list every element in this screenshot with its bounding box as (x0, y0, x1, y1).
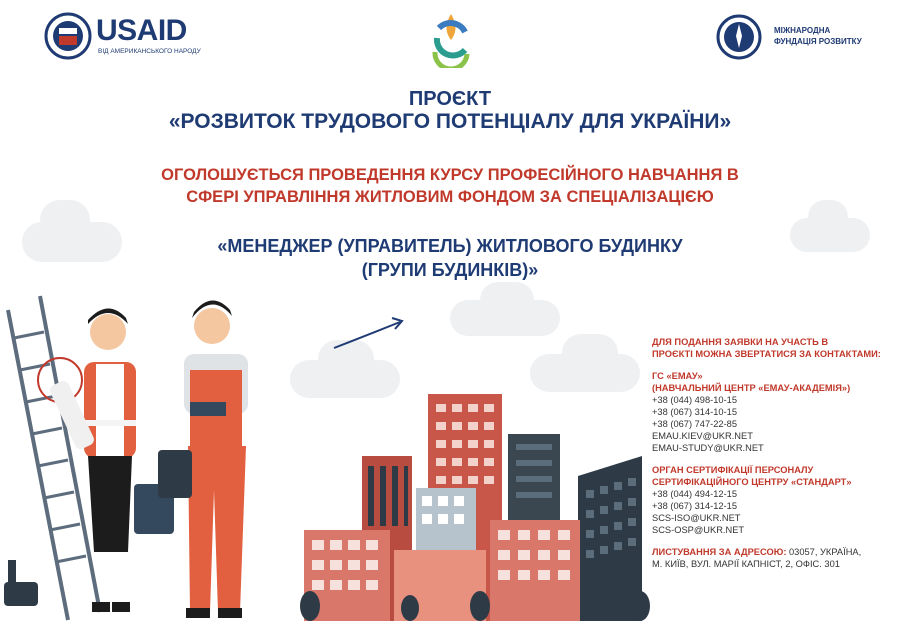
announcement-line2: СФЕРІ УПРАВЛІННЯ ЖИТЛОВИМ ФОНДОМ ЗА СПЕЦІАЛІЗАЦІЄЮ (186, 188, 714, 206)
org2-subtitle: СЕРТИФІКАЦІЙНОГО ЦЕНТРУ «СТАНДАРТ» (652, 477, 852, 487)
contacts-intro-line2: ПРОЄКТІ МОЖНА ЗВЕРТАТИСЯ ЗА КОНТАКТАМИ: (652, 349, 881, 359)
org1-name: ГС «ЕМАУ» (652, 371, 703, 381)
usaid-logo (44, 12, 214, 62)
ladder-icon (8, 296, 100, 620)
contacts-panel (652, 336, 900, 570)
partner-name-line1: МІЖНАРОДНА (774, 26, 831, 35)
cloud-decoration (480, 282, 534, 318)
city-buildings-illustration (290, 380, 660, 621)
drill-icon (4, 560, 38, 606)
org2-name: ОРГАН СЕРТИФІКАЦІЇ ПЕРСОНАЛУ (652, 465, 814, 475)
usaid-tagline: ВІД АМЕРИКАНСЬКОГО НАРОДУ (98, 48, 201, 55)
trend-arrow-icon (330, 314, 410, 354)
address-label: ЛИСТУВАННЯ ЗА АДРЕСОЮ: (652, 547, 787, 557)
workers-illustration (0, 290, 300, 621)
man-worker-figure (158, 300, 248, 618)
specialization-line1: «МЕНЕДЖЕР (УПРАВИТЕЛЬ) ЖИТЛОВОГО БУДИНКУ (217, 236, 683, 256)
org2-phone-1: +38 (044) 494-12-15 (652, 489, 738, 499)
org1-subtitle: (НАВЧАЛЬНИЙ ЦЕНТР «ЕМАУ-АКАДЕМІЯ») (652, 383, 851, 393)
project-title: «РОЗВИТОК ТРУДОВОГО ПОТЕНЦІАЛУ ДЛЯ УКРАЇНИ» (168, 110, 732, 133)
org2-phone-2: +38 (067) 314-12-15 (652, 501, 738, 511)
contacts-intro-line1: ДЛЯ ПОДАННЯ ЗАЯВКИ НА УЧАСТЬ В (652, 337, 829, 347)
org2-email-2[interactable]: SCS-OSP@UKR.NET (652, 525, 745, 535)
org1-email-2[interactable]: EMAU-STUDY@UKR.NET (652, 443, 764, 453)
org1-phone-2: +38 (067) 314-10-15 (652, 407, 738, 417)
usaid-wordmark: USAID (96, 14, 187, 47)
org1-phone-3: +38 (067) 747-22-85 (652, 419, 738, 429)
usaid-seal-icon (44, 12, 92, 60)
org1-email-1[interactable]: EMAU.KIEV@UKR.NET (652, 431, 753, 441)
partner-logo (716, 14, 886, 64)
org2-email-1[interactable]: SCS-ISO@UKR.NET (652, 513, 741, 523)
specialization-line2: (ГРУПИ БУДИНКІВ)» (361, 260, 539, 280)
org1-phone-1: +38 (044) 498-10-15 (652, 395, 738, 405)
cloud-decoration (562, 334, 618, 372)
announcement-line1: ОГОЛОШУЄТЬСЯ ПРОВЕДЕННЯ КУРСУ ПРОФЕСІЙНОГО НАВЧАННЯ В (161, 166, 739, 184)
foundation-seal-icon (716, 14, 762, 60)
project-label: ПРОЄКТ (408, 88, 492, 110)
address-line2: М. КИЇВ, ВУЛ. МАРІЇ КАПНІСТ, 2, ОФІС. 301 (652, 559, 840, 569)
partner-name-line2: ФУНДАЦІЯ РОЗВИТКУ (774, 37, 862, 46)
address-value: 03057, УКРАЇНА, (786, 547, 862, 557)
address-line1 (652, 546, 900, 558)
project-logo-icon (425, 10, 477, 68)
